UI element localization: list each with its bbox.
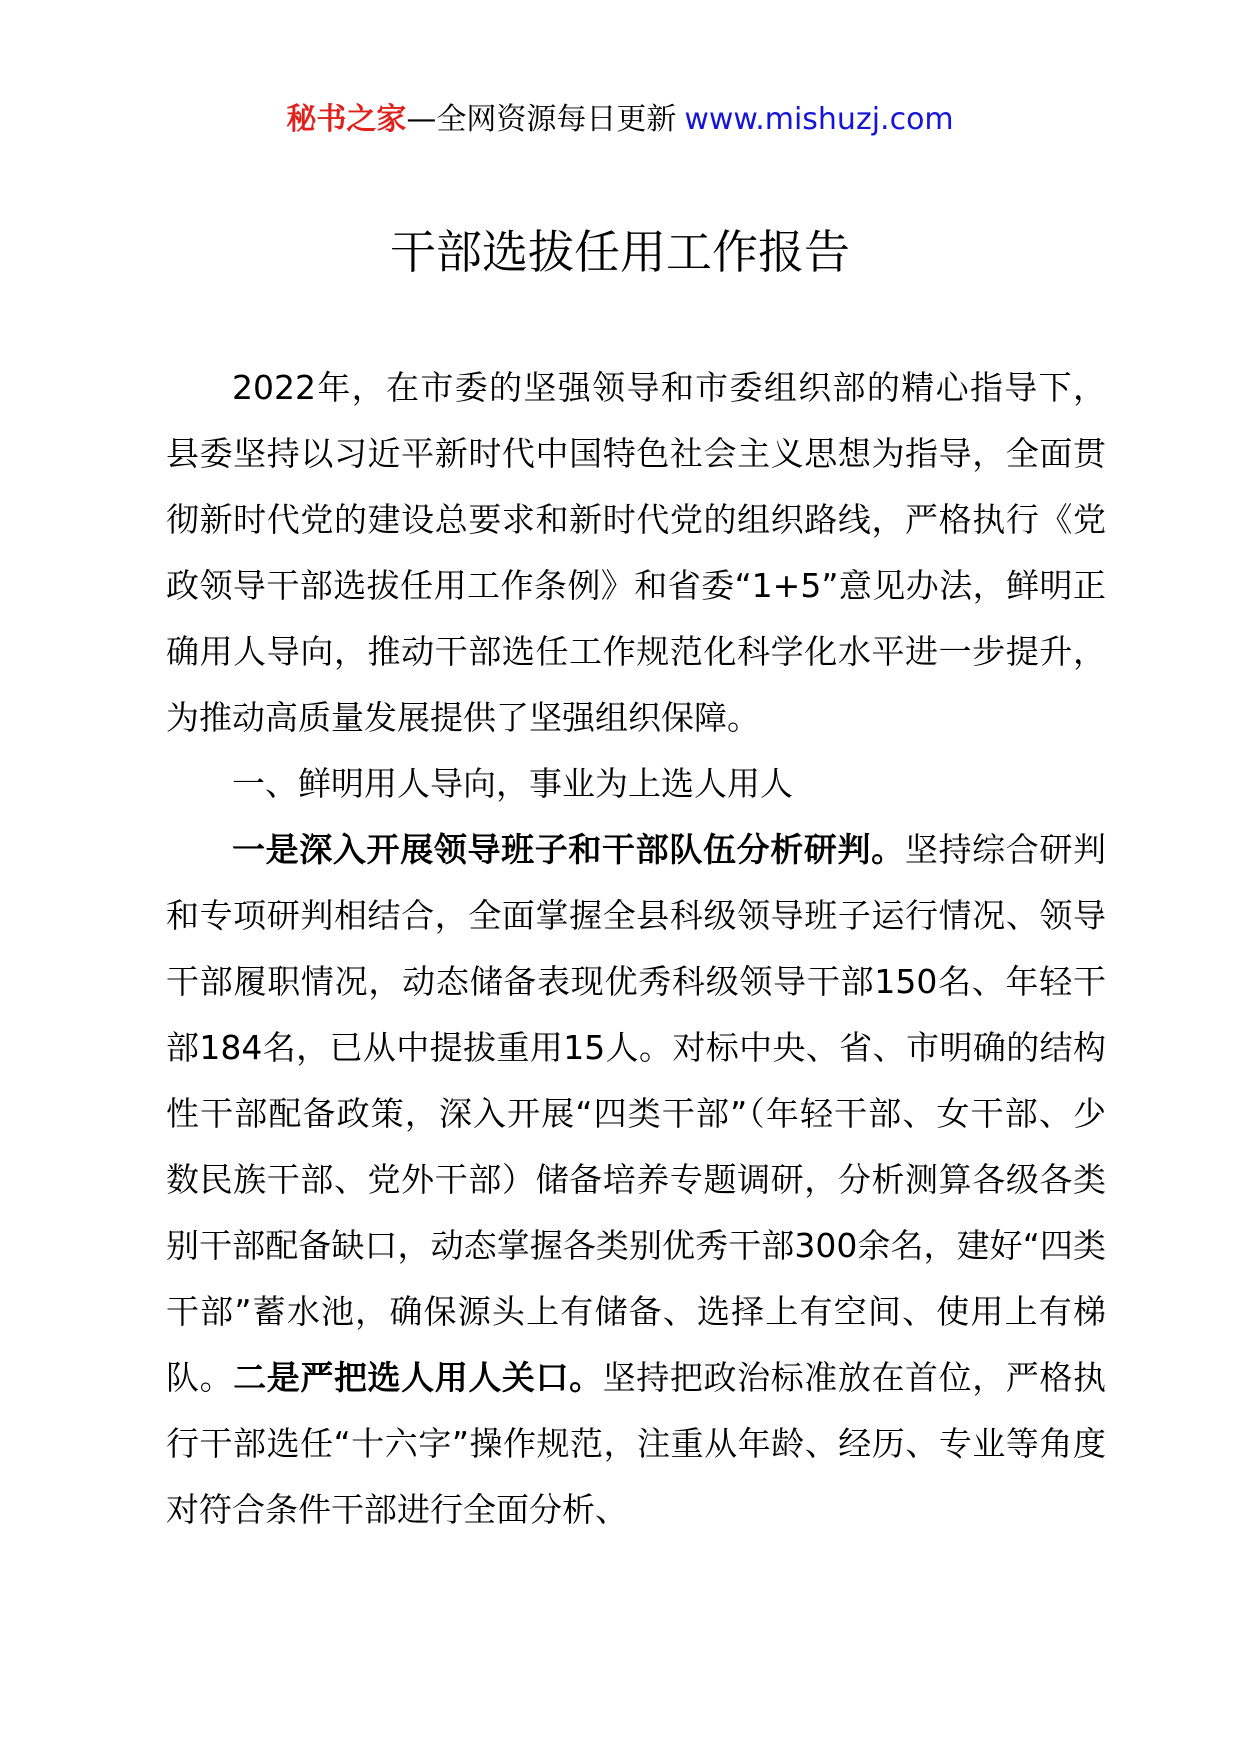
site-header: [0, 100, 1240, 140]
section-heading: 一、鲜明用人导向，事业为上选人用人: [232, 764, 793, 803]
site-brand: 秘书之家: [286, 102, 407, 137]
point1-lead: 一是深入开展领导班子和干部队伍分析研判。: [232, 830, 905, 869]
document-body: [166, 355, 1106, 1543]
document-title: 干部选拔任用工作报告: [390, 225, 850, 279]
point-paragraph: [166, 817, 1106, 1543]
site-url-link[interactable]: www.mishuzj.com: [684, 102, 954, 137]
point2-lead: 二是严把选人用人关口。: [233, 1358, 603, 1397]
point1-text: 坚持综合研判和专项研判相结合，全面掌握全县科级领导班子运行情况、领导干部履职情况，动态储备表现优秀科级领导干部150名、年轻干部184名，已从中提拔重用15人。对标中央、省、市明确的结构性干部配备政策，深入开展“四类干部”（年轻干部、女干部、少数民族干部、党外干部）储备培养专题调研，分析测算各级各类别干部配备缺口，动态掌握各类别优秀干部300余名，建好“四类干部”蓄水池，确保源头上有储备、选择上有空间、使用上有梯队。: [166, 830, 1107, 1397]
intro-paragraph: 2022年，在市委的坚强领导和市委组织部的精心指导下，县委坚持以习近平新时代中国特色社会主义思想为指导，全面贯彻新时代党的建设总要求和新时代党的组织路线，严格执行《党政领导干部选拔任用工作条例》和省委“1+5”意见办法，鲜明正确用人导向，推动干部选任工作规范化科学化水平进一步提升，为推动高质量发展提供了坚强组织保障。: [166, 368, 1106, 737]
site-tagline: —全网资源每日更新: [406, 102, 677, 137]
point2-text: 坚持把政治标准放在首位，严格执行干部选任“十六字”操作规范，注重从年龄、经历、专业等角度对符合条件干部进行全面分析、: [166, 1358, 1107, 1529]
